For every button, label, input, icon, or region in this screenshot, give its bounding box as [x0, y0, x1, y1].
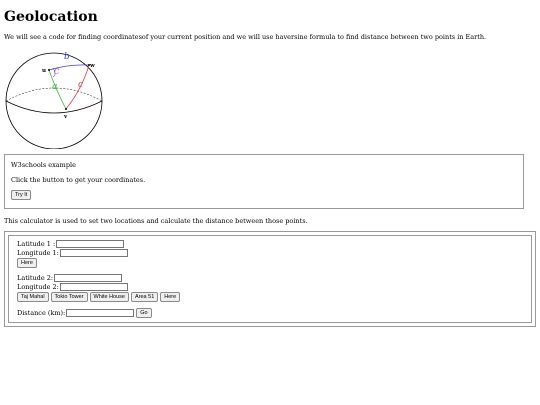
haversine-diagram	[4, 45, 104, 149]
calculator-form	[8, 235, 532, 323]
calculator-outer	[4, 231, 536, 327]
preset-tokio-tower-button[interactable]: Tokio Tower	[51, 292, 88, 302]
equator-front	[6, 101, 102, 113]
intro-text: We will see a code for finding coordinatesof your current position and we will use haversine formula to find distance between two points in Earth.	[4, 33, 487, 41]
label-C: C	[54, 68, 60, 76]
lon1-input[interactable]	[60, 249, 128, 257]
vertex-v	[65, 108, 67, 110]
lat2-row	[17, 273, 523, 282]
here-button-1[interactable]: Here	[17, 258, 37, 268]
preset-buttons	[17, 292, 523, 302]
lat2-label: Latitude 2:	[17, 273, 54, 282]
distance-row	[17, 308, 523, 318]
lat1-label: Latitude 1 :	[17, 239, 56, 248]
vertex-u	[48, 69, 50, 71]
lat1-input[interactable]	[56, 240, 124, 248]
distance-output[interactable]	[66, 309, 134, 317]
lon2-row	[17, 282, 523, 291]
lon1-label: Longitude 1:	[17, 248, 59, 257]
label-v: v	[64, 114, 68, 120]
distance-label: Distance (km):	[17, 309, 66, 317]
go-button[interactable]: Go	[136, 308, 151, 318]
lat1-row	[17, 239, 523, 248]
w3-instruction: Click the button to get your coordinates.	[11, 176, 146, 184]
label-a: a	[52, 82, 58, 92]
label-b: b	[64, 52, 70, 62]
preset-white-house-button[interactable]: White House	[90, 292, 130, 302]
preset-area-51-button[interactable]: Area 51	[131, 292, 158, 302]
preset-taj-mahal-button[interactable]: Taj Mahal	[17, 292, 49, 302]
label-w: w	[90, 63, 95, 69]
try-it-button[interactable]: Try It	[11, 190, 31, 200]
label-u: u	[42, 68, 46, 74]
lon2-label: Longitude 2:	[17, 282, 59, 291]
page-title: Geolocation	[4, 9, 98, 25]
calculator-description: This calculator is used to set two locations and calculate the distance between those points.	[4, 217, 308, 225]
here-button-2[interactable]: Here	[160, 292, 180, 302]
label-c: c	[78, 80, 84, 90]
lat2-input[interactable]	[54, 274, 122, 282]
w3-title: W3schools example	[11, 161, 76, 169]
w3schools-example-box	[4, 154, 524, 209]
lon2-input[interactable]	[60, 283, 128, 291]
lon1-row	[17, 248, 523, 257]
